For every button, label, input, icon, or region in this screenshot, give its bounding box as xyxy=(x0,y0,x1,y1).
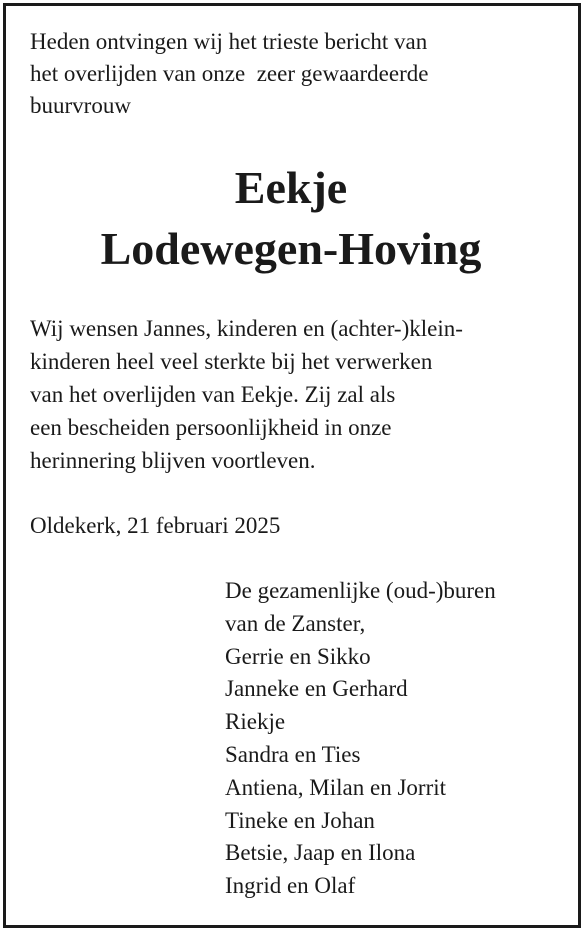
message-line: kinderen heel veel sterkte bij het verwerken xyxy=(30,349,433,374)
message-line: herinnering blijven voortleven. xyxy=(30,448,316,473)
signer-line: De gezamenlijke (oud-)buren xyxy=(225,578,496,603)
intro-line: buurvrouw xyxy=(30,93,131,118)
signer-line: Betsie, Jaap en Ilona xyxy=(225,840,416,866)
signer-line: Ingrid en Olaf xyxy=(225,873,356,899)
message-line: een bescheiden persoonlijkheid in onze xyxy=(30,415,392,440)
signer-line: Sandra en Ties xyxy=(225,741,361,767)
intro-paragraph xyxy=(30,26,560,122)
message-line: Wij wensen Jannes, kinderen en (achter-)klein- xyxy=(30,316,463,341)
signers-list xyxy=(225,575,565,903)
message-line: van het overlijden van Eekje. Zij zal als xyxy=(30,382,396,407)
signer-line: Antiena, Milan en Jorrit xyxy=(225,774,447,800)
deceased-first-name: Eekje xyxy=(234,162,348,213)
signer-line: Janneke en Gerhard xyxy=(225,676,408,702)
signer-line: Riekje xyxy=(225,709,286,735)
place-and-date: Oldekerk, 21 februari 2025 xyxy=(30,513,281,538)
deceased-last-name: Lodewegen-Hoving xyxy=(100,223,482,274)
intro-line: Heden ontvingen wij het trieste bericht van xyxy=(30,29,428,54)
intro-line: het overlijden van onze zeer gewaardeerde xyxy=(30,61,429,86)
condolence-message xyxy=(30,312,565,477)
signer-line: Tineke en Johan xyxy=(225,807,375,833)
signer-line: van de Zanster, xyxy=(225,610,366,636)
signer-line: Gerrie en Sikko xyxy=(225,643,371,669)
